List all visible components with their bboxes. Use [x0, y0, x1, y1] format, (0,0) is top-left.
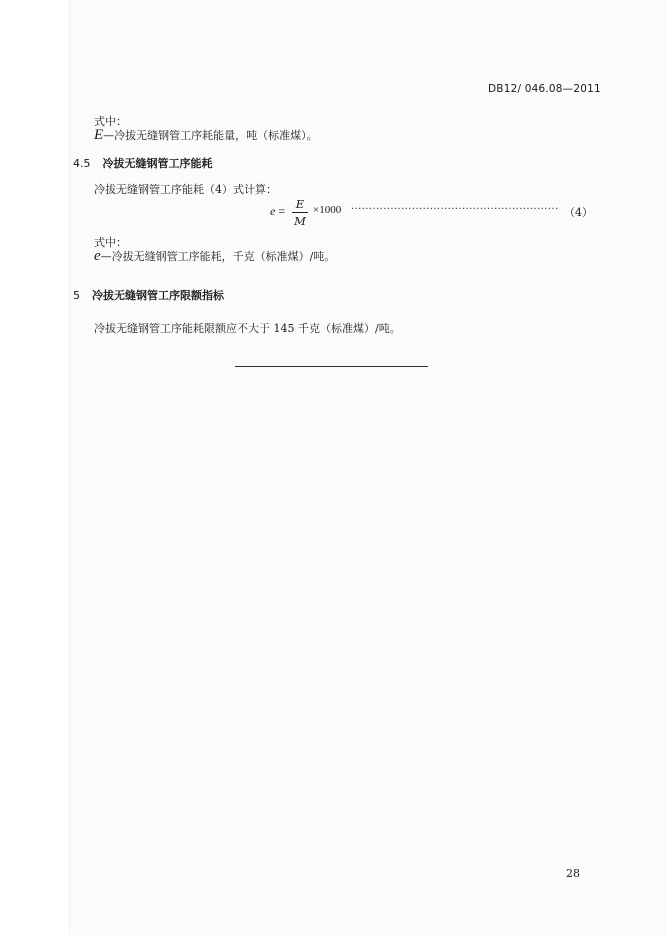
variable-description: —冷拔无缝钢管工序耗能量，吨（标准煤）。 [103, 129, 318, 142]
variable-definition-E [94, 127, 318, 144]
section-number-5: 5 [73, 289, 80, 302]
variable-symbol-e: e [94, 248, 101, 264]
formula-fraction [292, 197, 308, 228]
variable-definition-e [94, 248, 335, 265]
section-title: 冷拔无缝钢管工序能耗 [102, 157, 213, 170]
limit-statement: 冷拔无缝钢管工序能耗限额应不大于 145 千克（标准煤）/吨。 [94, 322, 401, 335]
section-number: 4.5 [73, 157, 91, 170]
formula-leader-dots: ·························································· [351, 204, 559, 215]
variable-description-e: —冷拔无缝钢管工序能耗，千克（标准煤）/吨。 [100, 250, 336, 263]
where-label: 式中： [94, 115, 127, 128]
page-number: 28 [566, 867, 580, 880]
formula-numerator: E [295, 197, 305, 211]
equation-number: （4） [564, 206, 593, 219]
where-label-2: 式中： [94, 236, 127, 249]
formula-lhs-symbol: e [270, 204, 276, 218]
fraction-bar [292, 212, 308, 213]
formula-multiplier: ×1000 [313, 204, 342, 216]
formula-equals: = [278, 204, 286, 218]
formula-lhs [270, 204, 285, 219]
formula-intro: 冷拔无缝钢管工序能耗（4）式计算： [94, 183, 277, 196]
variable-symbol: E [94, 127, 104, 143]
section-title-5: 冷拔无缝钢管工序限额指标 [92, 289, 224, 302]
formula-denominator: M [294, 214, 306, 228]
section-heading-5 [73, 287, 224, 303]
document-code: DB12/ 046.08—2011 [488, 83, 601, 95]
end-rule [235, 366, 428, 367]
section-heading-4-5 [73, 155, 213, 171]
